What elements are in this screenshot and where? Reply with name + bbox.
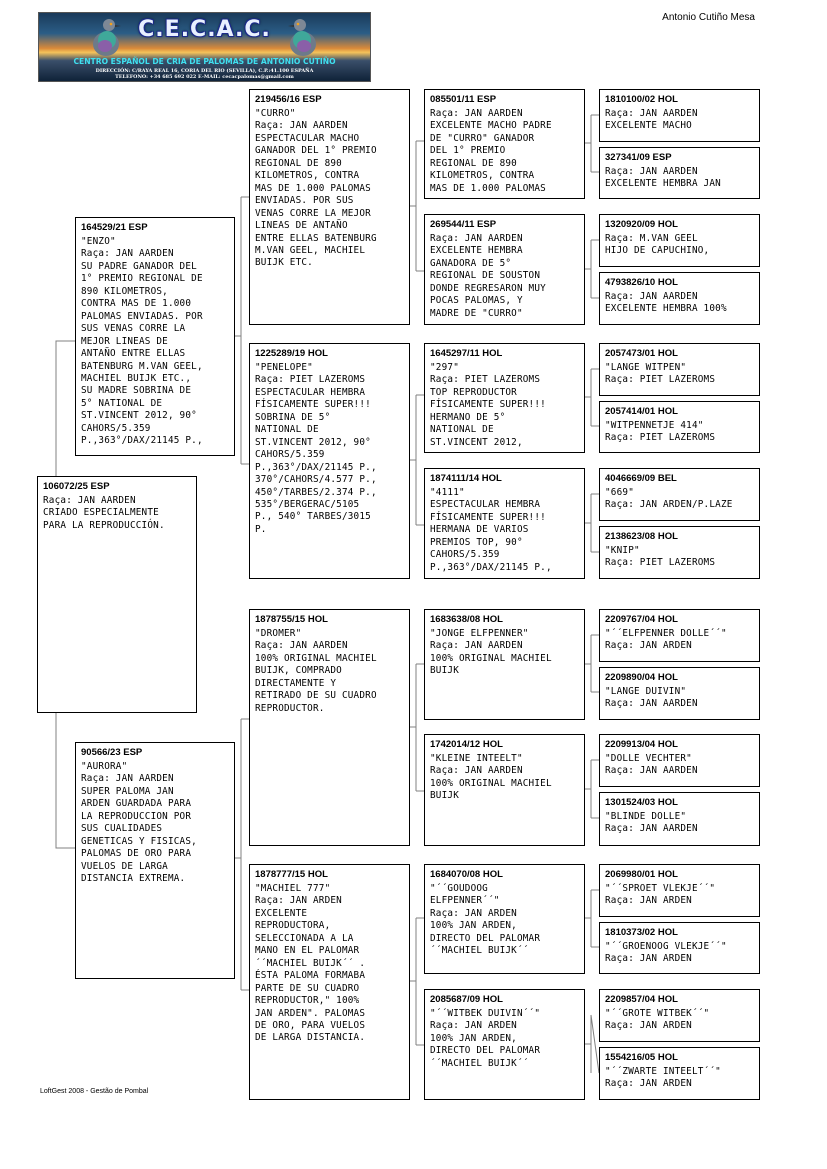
pigeon-info-line: "PENELOPE" — [255, 362, 313, 373]
pigeon-info-line: Raça: JAN AARDEN — [605, 166, 698, 177]
ring-number: 2209857/04 HOL — [605, 994, 678, 1005]
pedigree-gen4-card — [599, 1047, 760, 1100]
pigeon-info-line: 1° PREMIO REGIONAL DE — [81, 273, 203, 285]
pigeon-info-line: REPRODUCTOR," 100% — [255, 995, 360, 1007]
pigeon-info-line: VENAS CORRE LA MEJOR — [255, 207, 371, 219]
pigeon-info-line: Raça: JAN AARDEN — [81, 773, 174, 785]
connector-gen2-2 — [409, 395, 424, 525]
pigeon-info-line: Raça: JAN AARDEN — [605, 291, 698, 302]
pigeon-info-line: "JONGE ELFPENNER" — [430, 628, 529, 639]
pigeon-info-line: ÉSTA PALOMA FORMABA — [255, 970, 366, 982]
ring-number: 2085687/09 HOL — [430, 994, 503, 1005]
pigeon-info-line: HERMANO DE 5° — [430, 411, 506, 423]
pigeon-info-line: REGIONAL DE SOUSTON — [430, 270, 541, 282]
ring-number: 219456/16 ESP — [255, 94, 322, 105]
ring-number: 4046669/09 BEL — [605, 473, 677, 484]
pigeon-info-line: "ENZO" — [81, 236, 116, 247]
pigeon-info-line: LA REPRODUCCION POR — [81, 810, 192, 822]
pigeon-info-line: Raça: JAN ARDEN — [605, 953, 692, 965]
pigeon-info-line: ST.VINCENT 2012, 90° — [255, 436, 371, 448]
ring-number: 1645297/11 HOL — [430, 348, 503, 359]
pigeon-info-line: SELECCIONADA A LA — [255, 932, 354, 944]
pigeon-info-line: M.VAN GEEL, MACHIEL — [255, 244, 366, 256]
pigeon-info-line: JAN ARDEN". PALOMAS — [255, 1007, 366, 1019]
pigeon-info-line: BUIJK — [430, 665, 459, 677]
pigeon-info-line: "DOLLE VECHTER" — [605, 753, 692, 764]
ring-number: 2057414/01 HOL — [605, 406, 678, 417]
logo-subtitle: CENTRO ESPAÑOL DE CRIA DE PALOMAS DE ANTONIO CUTIÑO — [73, 57, 336, 66]
pigeon-info-line: 370°/CAHORS/4.577 P., — [255, 474, 377, 486]
pigeon-info-line: "´´GROTE WITBEK´´" — [605, 1008, 710, 1019]
pigeon-info-line: 100% ORIGINAL MACHIEL — [255, 652, 377, 664]
pigeon-info-line: CAHORS/5.359 — [255, 449, 325, 461]
pigeon-info-line: CAHORS/5.359 — [81, 422, 151, 434]
pigeon-info-line: SOBRINA DE 5° — [255, 411, 331, 423]
ring-number: 4793826/10 HOL — [605, 277, 678, 288]
pigeon-info-line: MAS DE 1.000 PALOMAS — [430, 182, 546, 194]
pigeon-info-line: EXCELENTE MACHO PADRE — [430, 120, 552, 132]
ring-number: 2209767/04 HOL — [605, 614, 678, 625]
pigeon-info-line: EXCELENTE HEMBRA 100% — [605, 303, 727, 315]
pigeon-info-line: HIJO DE CAPUCHINO, — [605, 245, 710, 257]
pigeon-info-line: VUELOS DE LARGA — [81, 860, 168, 872]
pigeon-info-line: Raça: JAN AARDEN — [430, 233, 523, 244]
pedigree-gen4-card — [599, 468, 760, 521]
pigeon-info-line: Raça: PIET LAZEROMS — [605, 557, 716, 569]
pigeon-info-line: ENVIADAS. POR SUS — [255, 195, 354, 207]
pigeon-info-line: Raça: JAN ARDEN/P.LAZE — [605, 499, 733, 511]
pedigree-gen2-card — [249, 89, 410, 325]
ring-number: 1874111/14 HOL — [430, 473, 502, 484]
pigeon-info-line: Raça: JAN AARDEN — [255, 640, 348, 652]
pigeon-info-line: DIRECTAMENTE Y — [255, 677, 337, 689]
connector-gen3-7 — [584, 890, 599, 947]
pigeon-info-line: LINEAS DE ANTAÑO — [255, 220, 348, 232]
pigeon-info-line: REPRODUCTOR. — [255, 702, 325, 714]
pedigree-gen2-card — [249, 609, 410, 846]
pigeon-info-line: "´´ELFPENNER DOLLE´´" — [605, 628, 727, 639]
pedigree-gen2-card — [249, 864, 410, 1100]
pigeon-info-line: CONTRA MAS DE 1.000 — [81, 298, 192, 310]
pigeon-info-line: ST.VINCENT 2012, — [430, 436, 523, 448]
pedigree-gen3-card — [424, 89, 585, 199]
pigeon-info-line: PARTE DE SU CUADRO — [255, 982, 360, 994]
ring-number: 2069980/01 HOL — [605, 869, 678, 880]
pedigree-gen4-card — [599, 526, 760, 579]
pigeon-info-line: Raça: JAN ARDEN — [605, 640, 692, 652]
pigeon-info-line: "CURRO" — [255, 108, 296, 119]
connector-gen2-1 — [409, 141, 424, 271]
pigeon-info-line: KILOMETROS, CONTRA — [430, 170, 535, 182]
pigeon-info-line: GENETICAS Y FISICAS, — [81, 835, 197, 847]
pigeon-info-line: Raça: JAN AARDEN — [255, 120, 348, 132]
pedigree-gen4-card — [599, 401, 760, 453]
ring-number: 1683638/08 HOL — [430, 614, 503, 625]
pigeon-info-line: EXCELENTE MACHO — [605, 120, 692, 132]
pigeon-info-line: Raça: JAN ARDEN — [605, 895, 692, 907]
ring-number: 2138623/08 HOL — [605, 531, 678, 542]
ring-number: 2057473/01 HOL — [605, 348, 678, 359]
pigeon-info-line: 100% JAN ARDEN, — [430, 920, 517, 932]
pigeon-info-line: DE "CURRO" GANADOR — [430, 132, 535, 144]
pigeon-info-line: Raça: JAN AARDEN — [81, 248, 174, 260]
logo-contact: TELEFONO: +34 685 692 022 E-MAIL: cecacpalomas@gmail.com — [115, 74, 294, 80]
pigeon-info-line: Raça: JAN ARDEN — [255, 895, 342, 907]
pigeon-info-line: SU PADRE GANADOR DEL — [81, 260, 197, 272]
pigeon-info-line: Raça: PIET LAZEROMS — [430, 374, 541, 386]
owner-name: Antonio Cutiño Mesa — [662, 12, 755, 23]
pigeon-info-line: Raça: JAN ARDEN — [430, 1020, 517, 1032]
ring-number: 1810373/02 HOL — [605, 927, 678, 938]
pigeon-info-line: "BLINDE DOLLE" — [605, 811, 687, 822]
pigeon-info-line: DISTANCIA EXTREMA. — [81, 873, 186, 885]
pigeon-info-line: ESPECTACULAR HEMBRA — [255, 386, 366, 398]
pigeon-info-line: Raça: PIET LAZEROMS — [255, 374, 366, 386]
pigeon-info-line: PALOMAS ENVIADAS. POR — [81, 310, 203, 322]
pigeon-info-line: Raça: JAN AARDEN — [430, 765, 523, 777]
pigeon-info-line: P. — [255, 523, 267, 535]
pigeon-info-line: 100% JAN ARDEN, — [430, 1032, 517, 1044]
pigeon-info-line: 450°/TARBES/2.374 P., — [255, 486, 377, 498]
pigeon-info-line: MEJOR LINEAS DE — [81, 335, 168, 347]
pigeon-info-line: ESPECTACULAR MACHO — [255, 132, 360, 144]
pigeon-info-line: REGIONAL DE 890 — [430, 157, 517, 169]
pedigree-gen3-card — [424, 468, 585, 579]
pigeon-info-line: EXCELENTE — [255, 907, 308, 919]
pigeon-info-line: PREMIOS TOP, 90° — [430, 536, 523, 548]
ring-number: 1684070/08 HOL — [430, 869, 503, 880]
pedigree-gen4-card — [599, 667, 760, 720]
pedigree-gen4-card — [599, 147, 760, 199]
pigeon-info-line: Raça: JAN AARDEN — [430, 640, 523, 652]
pedigree-subject-card — [37, 476, 197, 713]
ring-number: 1810100/02 HOL — [605, 94, 678, 105]
pigeon-info-line: HERMANA DE VARIOS — [430, 524, 529, 536]
connector-sire — [234, 197, 249, 464]
pigeon-info-line: NATIONAL DE — [255, 424, 319, 436]
pigeon-info-line: SUPER PALOMA JAN — [81, 785, 174, 797]
pigeon-info-line: ANTAÑO ENTRE ELLAS — [81, 348, 186, 360]
pigeon-info-line: DEL 1° PREMIO — [430, 145, 506, 157]
pigeon-info-line: "KLEINE INTEELT" — [430, 753, 523, 764]
pedigree-gen4-card — [599, 272, 760, 325]
connector-gen3-4 — [584, 494, 599, 552]
pigeon-info-line: "WITPENNETJE 414" — [605, 420, 704, 431]
pigeon-info-line: Raça: JAN AARDEN — [605, 108, 698, 119]
pigeon-info-line: Raça: JAN ARDEN — [605, 1078, 692, 1090]
ring-number: 1554216/05 HOL — [605, 1052, 678, 1063]
pigeon-info-line: BUIJK, COMPRADO — [255, 665, 342, 677]
pigeon-info-line: ´´MACHIEL BUIJK´´ . — [255, 957, 366, 969]
pigeon-info-line: 100% ORIGINAL MACHIEL — [430, 652, 552, 664]
ring-number: 327341/09 ESP — [605, 152, 672, 163]
pigeon-info-line: "´´GROENOOG VLEKJE´´" — [605, 941, 727, 952]
pigeon-info-line: SU MADRE SOBRINA DE — [81, 385, 192, 397]
ring-number: 1742014/12 HOL — [430, 739, 503, 750]
pigeon-info-line: "4111" — [430, 487, 465, 498]
pigeon-info-line: MANO EN EL PALOMAR — [255, 945, 360, 957]
pigeon-info-line: "AURORA" — [81, 761, 128, 772]
ring-number: 1225289/19 HOL — [255, 348, 328, 359]
ring-number: 1878777/15 HOL — [255, 869, 328, 880]
pedigree-gen4-card — [599, 734, 760, 787]
pigeon-info-line: ST.VINCENT 2012, 90° — [81, 410, 197, 422]
pigeon-info-line: "KNIP" — [605, 545, 640, 556]
pigeon-info-line: P.,363°/DAX/21145 P., — [430, 561, 552, 573]
ring-number: 90566/23 ESP — [81, 747, 143, 758]
pigeon-info-line: POCAS PALOMAS, Y — [430, 295, 523, 307]
pigeon-info-line: Raça: JAN AARDEN — [605, 698, 698, 710]
pigeon-info-line: "669" — [605, 487, 634, 498]
pigeon-info-line: Raça: PIET LAZEROMS — [605, 432, 716, 444]
pigeon-info-line: GANADORA DE 5° — [430, 257, 512, 269]
pigeon-info-line: DE LARGA DISTANCIA. — [255, 1032, 366, 1044]
pigeon-info-line: FÍSICAMENTE SUPER!!! — [255, 399, 371, 411]
pigeon-info-line: SUS CUALIDADES — [81, 823, 163, 835]
logo-address: DIRECCIÓN: C/RAYA REAL 16, CORIA DEL RIO (SEVILLA), C.P.:41.100 ESPAÑA — [95, 68, 314, 74]
ring-number: 2209913/04 HOL — [605, 739, 678, 750]
pigeon-info-line: "DROMER" — [255, 628, 302, 639]
pigeon-info-line: "MACHIEL 777" — [255, 883, 331, 894]
pigeon-info-line: SUS VENAS CORRE LA — [81, 323, 186, 335]
pigeon-info-line: KILOMETROS, CONTRA — [255, 170, 360, 182]
connector-gen3-2 — [584, 240, 599, 298]
ring-number: 1301524/03 HOL — [605, 797, 678, 808]
pedigree-gen4-card — [599, 214, 760, 267]
pigeon-info-line: TOP REPRODUCTOR — [430, 386, 517, 398]
pedigree-gen3-card — [424, 989, 585, 1100]
pigeon-info-line: Raça: JAN AARDEN — [43, 495, 136, 506]
ring-number: 2209890/04 HOL — [605, 672, 678, 683]
pigeon-info-line: "297" — [430, 362, 459, 373]
pigeon-info-line: "´´GOUDOOG — [430, 883, 488, 894]
pedigree-gen3-card — [424, 864, 585, 974]
pigeon-info-line: "´´ZWARTE INTEELT´´" — [605, 1066, 721, 1077]
pigeon-info-line: DE ORO, PARA VUELOS — [255, 1019, 366, 1031]
pigeon-info-line: REPRODUCTORA, — [255, 920, 331, 932]
connector-gen2-3 — [409, 664, 424, 791]
pigeon-info-line: "´´SPROET VLEKJE´´" — [605, 883, 716, 894]
pigeon-info-line: P.,363°/DAX/21145 P., — [81, 435, 203, 447]
connector-gen3-5 — [584, 635, 599, 692]
pedigree-gen4-card — [599, 864, 760, 917]
pedigree-gen3-card — [424, 343, 585, 453]
pedigree-gen4-card — [599, 89, 760, 142]
pedigree-gen4-card — [599, 609, 760, 662]
software-footer: LoftGest 2008 - Gestão de Pombal — [40, 1088, 149, 1095]
pigeon-info-line: CAHORS/5.359 — [430, 549, 500, 561]
pigeon-info-line: Raça: M.VAN GEEL — [605, 233, 698, 244]
pedigree-sire-card — [75, 217, 235, 456]
pedigree-dam-card — [75, 742, 235, 979]
pigeon-info-line: Raça: JAN ARDEN — [430, 907, 517, 919]
pigeon-info-line: Raça: JAN AARDEN — [605, 823, 698, 835]
pigeon-info-line: "´´WITBEK DUIVIN´´" — [430, 1008, 541, 1019]
pedigree-gen4-card — [599, 792, 760, 846]
pigeon-info-line: "LANGE WITPEN" — [605, 362, 687, 373]
connector-dam — [234, 719, 249, 990]
pigeon-info-line: 535°/BERGERAC/5105 — [255, 498, 360, 510]
connector-gen2-4 — [409, 918, 424, 1045]
pigeon-info-line: ESPECTACULAR HEMBRA — [430, 499, 541, 511]
pigeon-info-line: P.,363°/DAX/21145 P., — [255, 461, 377, 473]
ring-number: 164529/21 ESP — [81, 222, 148, 233]
pedigree-gen2-card — [249, 343, 410, 579]
pigeon-info-line: BUIJK — [430, 790, 459, 802]
pigeon-info-line: RETIRADO DE SU CUADRO — [255, 690, 377, 702]
pigeon-info-line: REGIONAL DE 890 — [255, 157, 342, 169]
pigeon-info-line: "LANGE DUIVIN" — [605, 686, 687, 697]
pigeon-info-line: ´´MACHIEL BUIJK´´ — [430, 1057, 529, 1069]
pigeon-info-line: Raça: JAN AARDEN — [605, 765, 698, 777]
pigeon-info-line: PARA LA REPRODUCCIÓN. — [43, 519, 165, 531]
pigeon-info-line: ELFPENNER´´" — [430, 895, 500, 907]
ring-number: 1878755/15 HOL — [255, 614, 328, 625]
pedigree-gen3-card — [424, 214, 585, 325]
pedigree-gen4-card — [599, 989, 760, 1042]
ring-number: 085501/11 ESP — [430, 94, 497, 105]
pigeon-info-line: EXCELENTE HEMBRA — [430, 245, 523, 257]
pigeon-info-line: ´´MACHIEL BUIJK´´ — [430, 945, 529, 957]
pedigree-gen4-card — [599, 922, 760, 974]
pigeon-info-line: 890 KILOMETROS, — [81, 285, 168, 297]
pigeon-info-line: MADRE DE "CURRO" — [430, 307, 523, 319]
pigeon-info-line: PALOMAS DE ORO PARA — [81, 848, 192, 860]
pigeon-info-line: BATENBURG M.VAN GEEL, — [81, 360, 203, 372]
pigeon-info-line: Raça: JAN AARDEN — [430, 108, 523, 119]
connector-gen3-1 — [584, 115, 599, 172]
pigeon-info-line: DIRECTO DEL PALOMAR — [430, 1045, 541, 1057]
pigeon-info-line: 100% ORIGINAL MACHIEL — [430, 777, 552, 789]
pigeon-info-line: MACHIEL BUIJK ETC., — [81, 372, 192, 384]
pigeon-info-line: EXCELENTE HEMBRA JAN — [605, 178, 721, 190]
pigeon-info-line: NATIONAL DE — [430, 424, 494, 436]
pigeon-info-line: MAS DE 1.000 PALOMAS — [255, 182, 371, 194]
pigeon-info-line: FÍSICAMENTE SUPER!!! — [430, 511, 546, 523]
pedigree-gen4-card — [599, 343, 760, 396]
logo-title: C.E.C.A.C. — [138, 17, 271, 42]
ring-number: 1320920/09 HOL — [605, 219, 678, 230]
connector-gen3-6 — [584, 760, 599, 818]
pigeon-info-line: BUIJK ETC. — [255, 257, 313, 269]
pigeon-info-line: FÍSICAMENTE SUPER!!! — [430, 399, 546, 411]
pigeon-info-line: ENTRE ELLAS BATENBURG — [255, 232, 377, 244]
pigeon-info-line: CRIADO ESPECIALMENTE — [43, 507, 159, 519]
pedigree-gen3-card — [424, 734, 585, 846]
pigeon-info-line: DONDE REGRESARON MUY — [430, 282, 546, 294]
pigeon-info-line: ARDEN GUARDADA PARA — [81, 798, 192, 810]
connector-gen3-8 — [584, 1015, 599, 1073]
pigeon-info-line: Raça: PIET LAZEROMS — [605, 374, 716, 386]
pigeon-info-line: 5° NATIONAL DE — [81, 397, 163, 409]
pigeon-info-line: P., 540° TARBES/3015 — [255, 511, 371, 523]
ring-number: 269544/11 ESP — [430, 219, 497, 230]
pigeon-info-line: GANADOR DEL 1° PREMIO — [255, 145, 377, 157]
connector-gen3-3 — [584, 369, 599, 426]
pedigree-gen3-card — [424, 609, 585, 720]
pigeon-info-line: DIRECTO DEL PALOMAR — [430, 932, 541, 944]
pigeon-info-line: Raça: JAN ARDEN — [605, 1020, 692, 1032]
ring-number: 106072/25 ESP — [43, 481, 110, 492]
